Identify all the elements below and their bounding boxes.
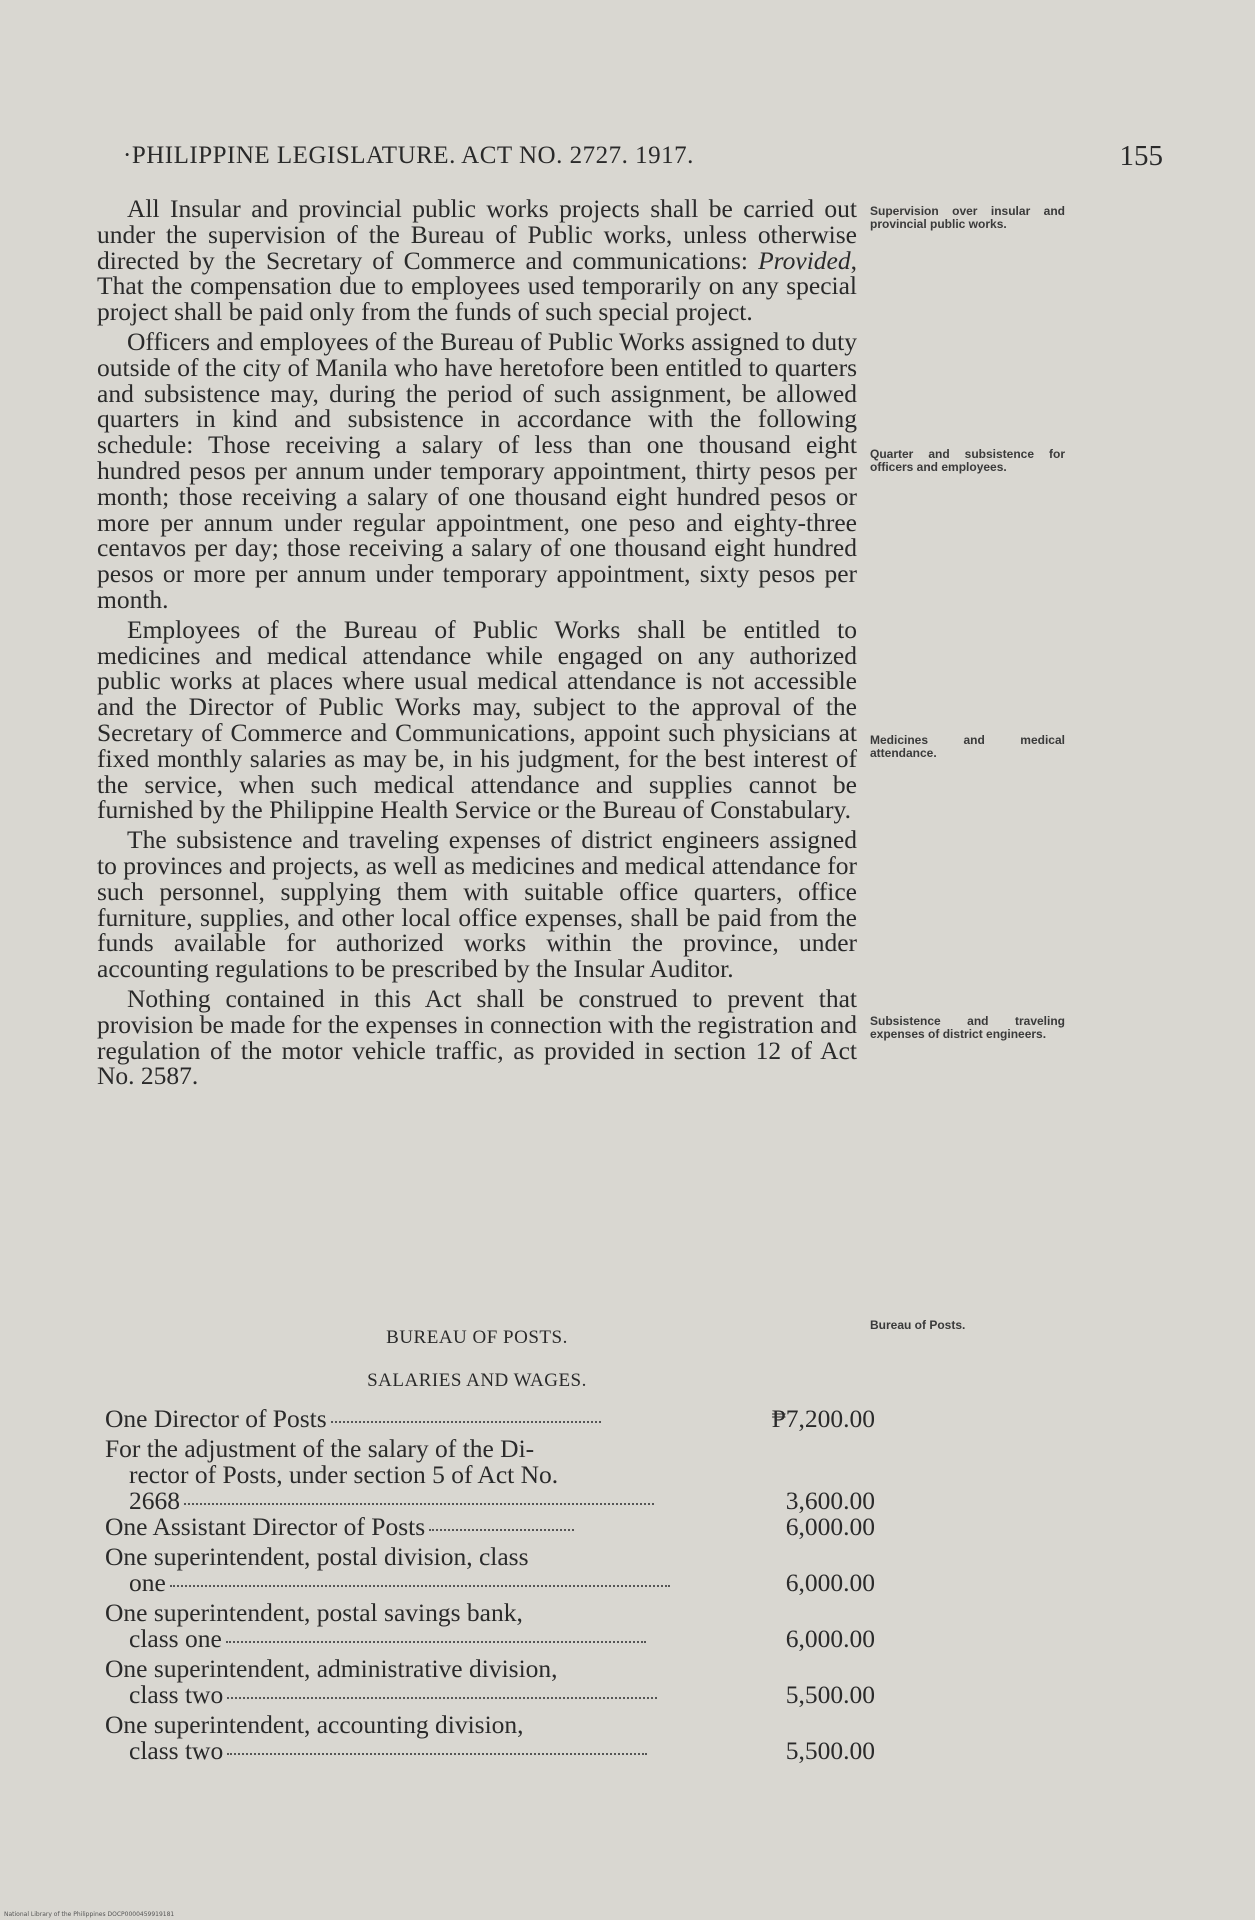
- paragraph: Officers and employees of the Bureau of Public Works assigned to duty outside of the city of Manila who have heretofore been entitled to quarters and subsistence may, during the period of such assignment, be allowed quarters in kind and subsistence in accordance with the following schedule: Those receiving a salary of less than one thousand eight hundred pesos per annum under temporary appointment, thirty pesos per month; those receiving a salary of one thousand eight hundred pesos or more per annum under regular appointment, one peso and eighty-three centavos per day; those receiving a salary of one thousand eight hundred pesos or more per annum under temporary appointment, sixty pesos per month.: [97, 326, 857, 614]
- salary-amount: 5,500.00: [785, 1680, 875, 1709]
- salary-amount: 6,000.00: [785, 1568, 875, 1597]
- margin-note: Supervision over insular and provincial public works.: [870, 204, 1065, 231]
- salary-row: One superintendent, accounting division, class two 5,500.00: [105, 1710, 875, 1765]
- body-text: [97, 196, 857, 1093]
- salary-amount: 6,000.00: [785, 1624, 875, 1653]
- salary-table: [105, 1406, 875, 1764]
- salary-row: One Assistant Director of Posts 6,000.00: [105, 1512, 875, 1541]
- salary-row: One superintendent, postal division, class one 6,000.00: [105, 1542, 875, 1597]
- salary-amount: ₱7,200.00: [771, 1404, 875, 1433]
- salary-amount: 3,600.00: [785, 1486, 875, 1515]
- margin-note: Bureau of Posts.: [870, 1318, 966, 1332]
- page-number: 155: [1119, 140, 1163, 172]
- margin-note: Subsistence and traveling expenses of district engineers.: [870, 1014, 1065, 1041]
- bureau-heading: BUREAU OF POSTS.: [386, 1327, 568, 1348]
- salary-amount: 6,000.00: [785, 1512, 875, 1541]
- salary-row: One superintendent, postal savings bank, class one 6,000.00: [105, 1598, 875, 1653]
- salary-row: One Director of Posts ₱7,200.00: [105, 1404, 875, 1433]
- paragraph: All Insular and provincial public works projects shall be carried out under the supervision of the Bureau of Public works, unless otherwise directed by the Secretary of Commerce and communications: Provided, That the compensation due to employees used temporarily on any special project shall be paid only from the funds of such special project.: [97, 194, 857, 327]
- paragraph: Nothing contained in this Act shall be construed to prevent that provision be made for the expenses in connection with the registration and regulation of the motor vehicle traffic, as provided in section 12 of Act No. 2587.: [97, 983, 857, 1091]
- salary-row: For the adjustment of the salary of the Di- rector of Posts, under section 5 of Act No. 2668 3,600.00: [105, 1434, 875, 1515]
- salary-amount: 5,500.00: [785, 1736, 875, 1765]
- paragraph: The subsistence and traveling expenses of district engineers assigned to provinces and projects, as well as medicines and medical attendance for such personnel, supplying them with suitable office quarters, office furniture, supplies, and other local office expenses, shall be paid from the funds available for authorized works within the province, under accounting regulations to be prescribed by the Insular Auditor.: [97, 825, 857, 984]
- section-heading: SALARIES AND WAGES.: [367, 1370, 587, 1391]
- scan-footer: National Library of the Philippines DOCP0000459919181: [4, 1911, 175, 1918]
- margin-note: Medicines and medical attendance.: [870, 733, 1065, 760]
- margin-note: Quarter and subsistence for officers and employees.: [870, 447, 1065, 474]
- running-head-title: ·PHILIPPINE LEGISLATURE. ACT NO. 2727. 1917.: [123, 142, 694, 169]
- paragraph: Employees of the Bureau of Public Works shall be entitled to medicines and medical attendance while engaged on any authorized public works at places where usual medical attendance is not accessible and the Director of Public Works may, subject to the approval of the Secretary of Commerce and Communications, appoint such physicians at fixed monthly salaries as may be, in his judgment, for the best interest of the service, when such medical attendance and supplies cannot be furnished by the Philippine Health Service or the Bureau of Constabulary.: [97, 614, 857, 825]
- running-head: [123, 142, 1163, 182]
- salary-row: One superintendent, administrative division, class two 5,500.00: [105, 1654, 875, 1709]
